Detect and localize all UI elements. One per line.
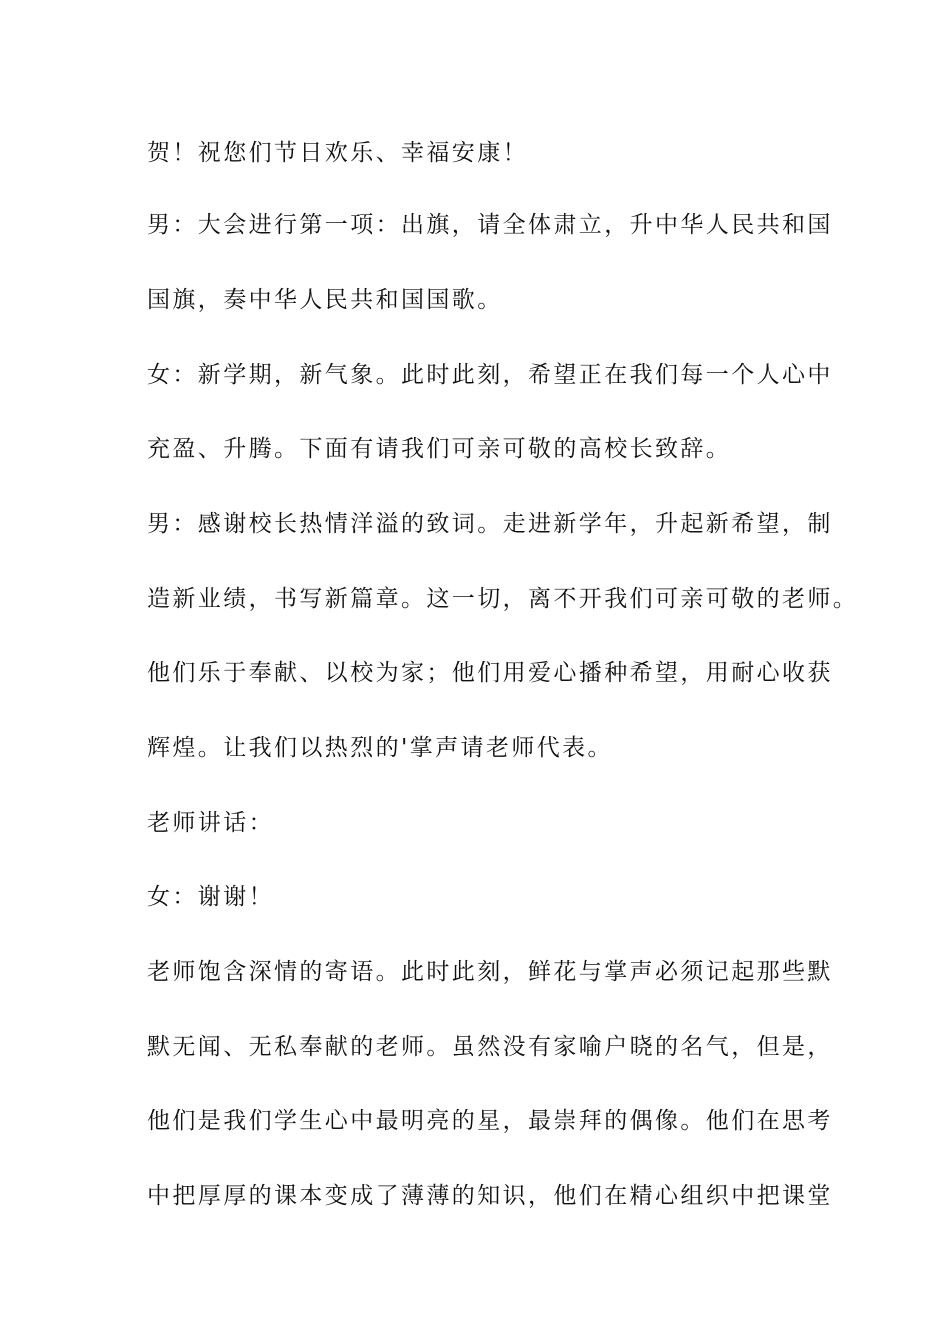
text-line: 老师饱含深情的寄语。此时此刻，鲜花与掌声必须记起那些默 <box>147 959 833 985</box>
text-line: 男：大会进行第一项：出旗，请全体肃立，升中华人民共和国 <box>147 212 833 238</box>
text-line: 老师讲话： <box>147 810 274 836</box>
text-line: 女：新学期，新气象。此时此刻，希望正在我们每一个人心中 <box>147 362 833 388</box>
text-line: 男：感谢校长热情洋溢的致词。走进新学年，升起新希望，制 <box>147 511 833 537</box>
text-line: 贺！祝您们节日欢乐、幸福安康！ <box>147 140 528 166</box>
text-line: 国旗，奏中华人民共和国国歌。 <box>147 287 503 313</box>
text-line: 充盈、升腾。下面有请我们可亲可敬的高校长致辞。 <box>147 436 732 462</box>
text-line: 中把厚厚的课本变成了薄薄的知识，他们在精心组织中把课堂 <box>147 1183 833 1209</box>
text-line: 辉煌。让我们以热烈的'掌声请老师代表。 <box>147 735 613 761</box>
text-line: 女：谢谢！ <box>147 884 274 910</box>
text-line: 造新业绩，书写新篇章。这一切，离不开我们可亲可敬的老师。 <box>147 586 859 612</box>
text-line: 他们乐于奉献、以校为家；他们用爱心播种希望，用耐心收获 <box>147 660 833 686</box>
text-line: 他们是我们学生心中最明亮的星，最崇拜的偶像。他们在思考 <box>147 1108 833 1134</box>
text-line: 默无闻、无私奉献的老师。虽然没有家喻户晓的名气，但是， <box>147 1034 833 1060</box>
